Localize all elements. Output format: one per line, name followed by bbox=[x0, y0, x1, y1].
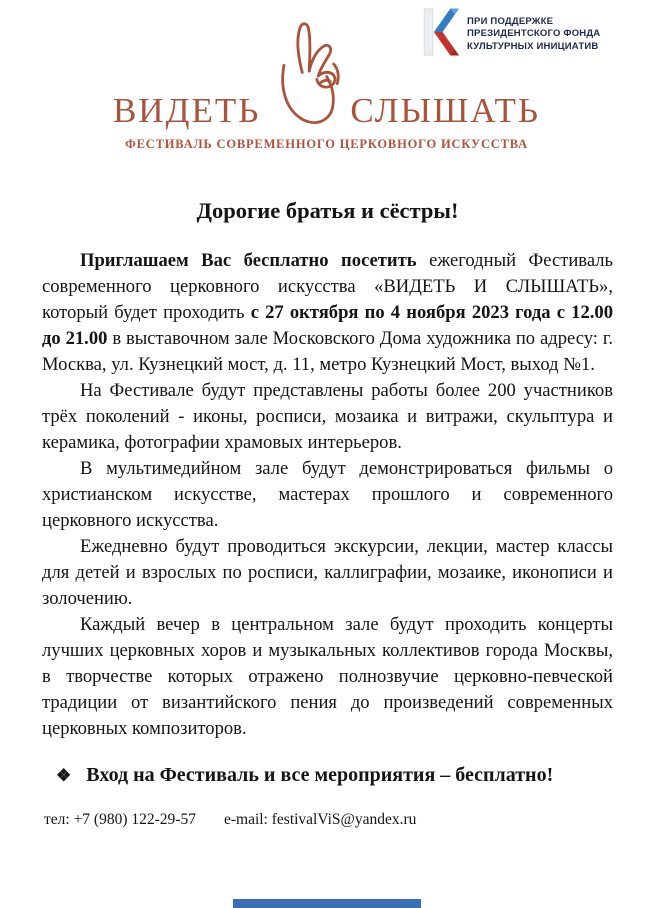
text-segment: с 27 октября по 4 ноября 2023 года с 12.00 до 21.00 bbox=[42, 302, 614, 349]
paragraph bbox=[42, 534, 613, 612]
phone-number: тел: +7 (980) 122-29-57 bbox=[44, 811, 196, 828]
support-badge-line: ПРИ ПОДДЕРЖКЕ bbox=[467, 15, 554, 27]
hand-logo-icon bbox=[262, 22, 348, 134]
page-title: Дорогие братья и сёстры! bbox=[196, 198, 459, 223]
free-entrance-note bbox=[56, 764, 613, 787]
text-segment: Приглашаем Вас бесплатно посетить bbox=[80, 250, 417, 271]
diamond-bullet-icon: ❖ bbox=[56, 766, 72, 785]
text-segment: в выставочном зале Московского Дома художника по адресу: г. Москва, ул. Кузнецкий мост, д. 11, метро Кузнецкий Мост, выход №1. bbox=[42, 328, 613, 375]
paragraph bbox=[42, 378, 613, 456]
support-badge-text bbox=[467, 16, 600, 54]
logo-word-right: СЛЫШАТЬ bbox=[350, 91, 541, 130]
body-paragraphs bbox=[0, 248, 653, 742]
bottom-blue-bar bbox=[233, 899, 421, 908]
support-badge-line: КУЛЬТУРНЫХ ИНИЦИАТИВ bbox=[467, 40, 599, 52]
support-badge-line: ПРЕЗИДЕНТСКОГО ФОНДА bbox=[467, 28, 601, 40]
free-entrance-text: Вход на Фестиваль и все мероприятия – бесплатно! bbox=[86, 764, 554, 786]
contacts-line bbox=[44, 811, 613, 829]
festival-subtitle: ФЕСТИВАЛЬ СОВРЕМЕННОГО ЦЕРКОВНОГО ИСКУССТВА bbox=[125, 137, 528, 151]
text-segment: ежегодный Фестиваль современного церковного искусства «ВИДЕТЬ И СЛЫШАТЬ», который будет проходить bbox=[42, 250, 613, 323]
logo-word-left: ВИДЕТЬ bbox=[112, 91, 261, 130]
text-segment: На Фестивале будут представлены работы более 200 участников трёх поколений - иконы, росписи, мозаика и витражи, скульптура и керамика, фотографии храмовых интерьеров. bbox=[42, 380, 613, 453]
text-segment: Каждый вечер в центральном зале будут проходить концерты лучших церковных хоров и музыкальных коллективов города Москвы, в творчестве которых отражено полнозвучие церковно-певческой традиции от византийского пения до произведений современных церковных композиторов. bbox=[42, 614, 613, 739]
paragraph bbox=[42, 612, 613, 742]
paragraph bbox=[42, 456, 613, 534]
paragraph bbox=[42, 248, 613, 378]
header bbox=[0, 0, 653, 164]
text-segment: Ежедневно будут проводиться экскурсии, лекции, мастер классы для детей и взрослых по росписи, каллиграфии, мозаике, иконописи и золочению. bbox=[42, 536, 613, 609]
email-address: e-mail: festivalViS@yandex.ru bbox=[223, 811, 417, 828]
support-badge bbox=[423, 6, 645, 63]
text-segment: В мультимедийном зале будут демонстрироваться фильмы о христианском искусстве, мастерах прошлого и современного церковного искусства. bbox=[42, 458, 613, 531]
pfci-k-logo-icon bbox=[423, 6, 459, 63]
